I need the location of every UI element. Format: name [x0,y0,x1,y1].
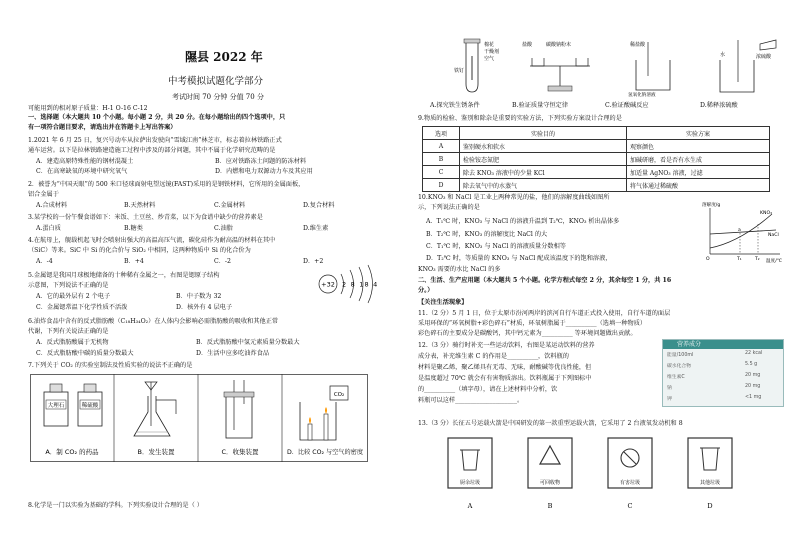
hazardous-label: 有害垃圾 [619,480,641,486]
balance-apparatus [522,41,590,91]
q12-line-5: 的__________（填字母），请在上述材料中分析，饮 [418,386,558,393]
table-row [423,179,770,192]
q2-option-b: B.天然材料 [124,202,156,209]
q3-option-b: B.糖类 [124,225,143,232]
q7-option-b: B．发生装置 [137,448,175,456]
q1-option-c: C．在高寒缺氧的环境中研究氧气 [36,168,128,175]
hcl-label: 盐酸 [522,42,533,48]
nutrition-row-label: 钠 [667,386,672,391]
q10-option-d-cont: KNO₃ 需要的水比 NaCl 的多 [418,266,501,273]
nutrition-label [662,339,784,407]
kitchen-waste-icon [448,438,492,510]
q2-option-a: A.合成材料 [36,202,68,209]
q1-option-b: B．应对铁路冻土问题的防冻材料 [215,158,307,165]
recycling-icons [440,434,750,514]
q10-stem-2: 示，下列说法正确的是 [418,204,480,211]
atomic-masses: 可能用到的相对原子质量：H-1 O-16 C-12 [28,105,148,112]
section2-heading: 二、生活、生产应用题（本大题共 5 个小题。化学方程式每空 2 分，其余每空 1 分，共 16 [418,277,672,284]
q5-option-d: D．核外有 4 层电子 [176,304,233,311]
table-header: 实验目的 [460,127,627,140]
section1-heading-2: 有一项符合题目要求，请选出并在答题卡上写出答案） [28,124,177,131]
cotton-label: 棉花 [484,42,495,48]
q6-stem-2: 代谢，下列有关说法正确的是 [28,328,109,335]
q10-option-d: D．T₂℃ 时，等质量的 KNO₃ 与 NaCl 配成该温度下的饱和溶液， [426,255,612,262]
q6-option-a: A．反式脂肪酸属于无机物 [36,339,109,346]
q12-line-3: 材料是聚乙烯，聚乙烯具有无毒、无味，耐酸碱等优良性能，但 [418,364,592,371]
table-cell: 鉴别硬水和软水 [460,140,627,153]
section2-heading-2: 分。） [418,287,434,294]
q6-stem-1: 6.油炸食品中含有的反式脂肪酸（C₁₈H₃₄O₂）在人体内会影响必需脂肪酸的吸收和其他正常 [28,318,279,325]
q1-option-d: D．内燃和电力双源动力车及其应用 [215,168,313,175]
table-header: 实验方案 [627,127,770,140]
naoh-label: 氢氧化钠溶液 [628,93,656,98]
table-cell: A [423,140,460,153]
reagent-bottle-acid [78,384,102,426]
other-waste-icon [688,438,732,510]
q7-stem: 7.下列关于 CO₂ 的实验室制法及性质实验的说法不正确的是 [28,362,193,369]
exam-subtitle: 中考模拟试题化学部分 [168,76,264,87]
icon-letter-b: B [547,502,553,510]
q4-stem-2: （SiC）等来。SiC 中 Si 的化合价与 SiO₂ 中相同，这两种物质中 Si 的化合价为 [28,247,251,254]
solubility-chart [700,200,790,264]
other-waste-label: 其他垃圾 [699,480,721,486]
icon-letter-a: A [467,502,473,510]
q11-line-3: 彩色碎石的主要成分是碳酸钙，其中钙元素为__________ 等环境问题做出贡献。 [418,330,637,337]
nutrition-row-value: <1 mg [745,395,762,400]
q5-option-b: B．中子数为 32 [176,293,222,300]
table-cell: 观察颜色 [627,140,770,153]
q6-option-d: D．生活中应多吃油炸食品 [196,350,270,357]
nutrition-row-value: 22 kcal [745,351,763,356]
q1-stem-2: 通车运营。以下是拉林铁路建造施工过程中涉及的部分问题，其中不属于化学研究范畴的是 [28,147,276,154]
table-row [423,153,770,166]
na2co3-label: 碳酸钠粉末 [546,42,572,48]
nacl-curve [710,230,776,234]
table-cell: B [423,153,460,166]
q8-option-b: B.验证质量守恒定律 [512,102,569,109]
q7-option-c: C．收集装置 [221,448,259,456]
table-row [423,140,770,153]
table-cell: 将气体通过稀硫酸 [627,179,770,192]
table-row [423,166,770,179]
table-cell: 加碱研磨，看是否有水生成 [627,153,770,166]
chart-xlabel: 温度/℃ [766,259,782,264]
tick-t2: T₂ [755,257,760,262]
q5-stem-2: 示意图，下列说法不正确的是 [28,282,109,289]
recyclable-label: 可回收物 [539,480,561,486]
table-header-row [423,127,770,140]
q7-figures [30,374,368,462]
q8-figures [420,36,790,98]
rust-test-apparatus [454,39,499,92]
q7-option-d: D．比较 CO₂ 与空气的密度 [286,449,364,456]
table-cell: 检验铵态氮肥 [460,153,627,166]
chart-ylabel: 溶解度/g [702,203,721,208]
q4-option-a: A．-4 [36,258,53,265]
q10-stem-1: 10.KNO₃ 和 NaCl 是工业上两种常见的盐，他们的溶解度曲线如图所 [418,194,610,201]
q3-option-c: C.油脂 [214,225,233,232]
q8-stem: 8.化学是一门以实验为基础的学科。下列实验设计合理的是（ ） [28,502,203,509]
q10-option-c: C．T₁℃ 时，KNO₃ 与 NaCl 的溶液质量分数相等 [426,243,566,250]
density-comparison-apparatus [300,386,348,440]
nutrition-row-value: 20 mg [745,373,761,378]
q2-option-c: C.金属材料 [214,202,246,209]
q12-line-1: 12.（3 分）骑行时补充一些运动饮料，右图是某运动饮料的营养 [418,342,595,349]
q12-line-2: 成分表，补充维生素 C 的作用是__________，饮料瓶的 [418,353,569,360]
air-label: 空气 [484,56,495,62]
point-a-label: a [738,228,741,233]
desiccant-label: 干燥剂 [484,49,500,55]
q6-option-b: B．反式脂肪酸中氢元素质量分数最大 [196,339,300,346]
generation-apparatus [134,382,176,436]
section2-tag: 【关注生活现象】 [418,299,468,306]
nutrition-title: 营养成分 [663,340,783,349]
q2-stem-2: 铝合金属于 [28,191,59,198]
left-column [0,0,395,560]
conc-sulfuric-label: 浓硫酸 [756,54,772,60]
q12-line-6: 料瓶可以这样____________________。 [418,397,524,404]
q11-line-1: 11.（2 分）5 月 1 日，位于太原市汾河两岸的滨河自行车道正式投入使用，自行车道的面层 [418,310,671,317]
table-cell: 加适量 AgNO₃ 溶液，过滤 [627,166,770,179]
q4-option-b: B．+4 [124,258,144,265]
tick-origin: O [706,257,710,262]
section1-heading: 一、选择题（本大题共 10 个小题。每小题 2 分，共 20 分。在每小题给出的四个选项中，只 [28,114,286,121]
water-label: 水 [720,52,726,58]
q3-option-a: A.蛋白质 [36,225,61,232]
table-cell: C [423,166,460,179]
q2-option-d: D.复合材料 [303,202,335,209]
electron-shells: 2 8 18 4 [342,280,379,289]
dilution-apparatus [720,40,776,92]
table-cell: 除去氧气中的水蒸气 [460,179,627,192]
q12-line-4: 是温度超过 70℃ 就会有有害物质溶出。饮料瓶属于下列图标中 [418,375,592,382]
q1-option-a: A．建造高原特殊性能的钢材混凝土 [36,158,134,165]
icon-letter-c: C [627,502,633,510]
right-column [400,0,794,560]
q7-option-a: A．制 CO₂ 的药品 [45,448,99,456]
q13-line-1: 13.（3 分）长征五号运载火箭是中国研发的第一款重型运载火箭，它采用了 2 台液氧发动机和 8 [418,420,683,427]
q1-stem-1: 1.2021 年 6 月 25 日，复兴号动车从拉萨出发驶向“雪域江南”林芝市，标志着拉林铁路正式 [28,137,282,144]
q8-option-a: A.探究铁生锈条件 [430,102,480,109]
nutrition-row-label: 维生素C [667,375,685,380]
kno3-label: KNO₃ [760,211,772,216]
q6-option-c: C．反式脂肪酸中碳的质量分数最大 [36,350,134,357]
collection-apparatus [224,380,254,438]
nacl-label: NaCl [768,233,779,238]
q4-stem-1: 4.在航母上，舰载机起飞时会喷射出强大的高温高压气流，碳化硅作为耐高温的材料在其中 [28,237,276,244]
q4-option-c: C．-2 [214,258,231,265]
nutrition-row-value: 20 mg [745,384,761,389]
marble-label: 大理石 [47,403,65,409]
icon-letter-d: D [707,502,713,510]
recyclable-icon [528,438,572,510]
q4-option-d: D．+2 [303,258,324,265]
nail-label: 铁钉 [454,68,465,74]
q11-line-2: 采用环保的“环氧树脂+彩色碎石”材质，环氧树脂属于__________（选填一种物质） [418,320,647,327]
dilute-hcl-label: 稀盐酸 [630,42,646,48]
atom-structure-diagram [312,262,392,306]
q5-option-c: C．金属锶常温下化学性质不活泼 [36,304,128,311]
q9-table [422,126,770,192]
tick-t1: T₁ [737,257,742,262]
q8-option-c: C.验证酸碱反应 [605,102,649,109]
nutrition-row-label: 碳水化合物 [667,364,691,369]
hazardous-waste-icon [608,438,652,510]
exam-title: 隰县 2022 年 [185,50,263,64]
acid-base-apparatus [628,41,670,98]
q8-option-d: D.稀释浓硫酸 [700,102,738,109]
nutrition-row-value: 5.5 g [745,362,758,367]
q2-stem-1: 2．被誉为“中国天眼”的 500 米口径球面射电望远镜(FAST)采用的是钢铁材料，它所用的金属面板， [28,181,305,188]
q5-stem-1: 5.金属锶是我国月球极地储备的十种稀有金属之一，右图是锶原子结构 [28,272,220,279]
q3-option-d: D.维生素 [303,225,329,232]
exam-info: 考试时间 70 分钟 分值 70 分 [172,93,264,101]
acid-label: 稀硫酸 [81,403,99,409]
kitchen-waste-label: 厨余垃圾 [459,480,481,486]
q5-option-a: A．它的最外层有 2 个电子 [36,293,111,300]
q10-option-b: B．T₂℃ 时，KNO₃ 的溶解度比 NaCl 的大 [426,231,548,238]
nucleus-charge: +32 [321,280,335,289]
q10-option-a: A．T₁℃ 时，KNO₃ 与 NaCl 的溶液升温到 T₂℃，KNO₃ 析出晶体多 [426,218,620,225]
table-cell: D [423,179,460,192]
nutrition-row-label: 能量/100ml [667,353,694,358]
q3-stem: 3.某学校的一份午餐食谱如下：米饭、土豆丝、炒青菜，以下为食谱中缺少的营养素是 [28,214,263,221]
co2-label: CO₂ [333,392,345,398]
reagent-bottle-marble [44,384,68,426]
table-header: 选项 [423,127,460,140]
table-cell: 除去 KNO₃ 溶液中的少量 KCl [460,166,627,179]
q9-stem: 9.物质的检验、鉴别和除杂是重要的实验方法，下列实验方案设计合理的是 [418,115,622,122]
nutrition-row-label: 钾 [667,397,672,402]
